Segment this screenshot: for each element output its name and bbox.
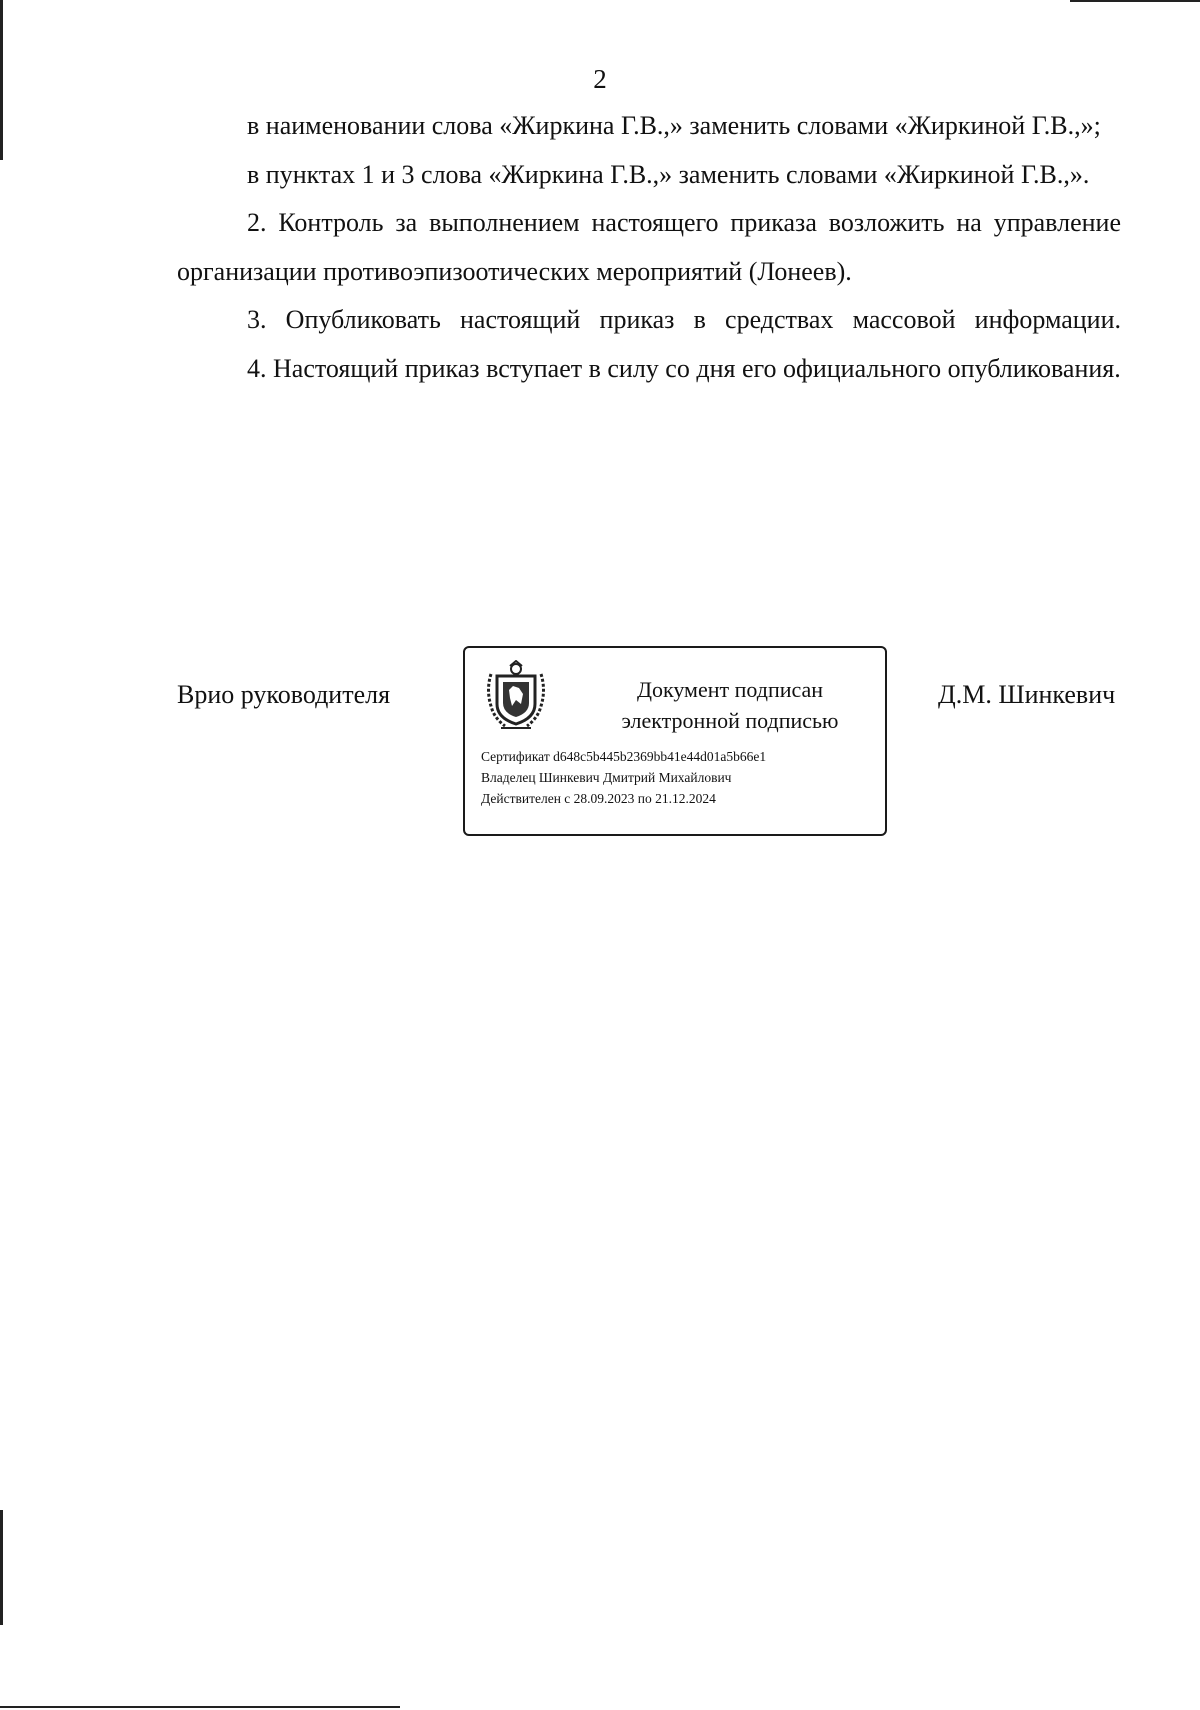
coat-of-arms-icon xyxy=(483,660,549,732)
paragraph-effective-date: 4. Настоящий приказ вступает в силу со дня его официального опубликования. xyxy=(247,353,1121,383)
electronic-signature-stamp xyxy=(463,646,887,836)
scan-edge-mark-corner xyxy=(1070,0,1200,2)
certificate-number: Сертификат d648c5b445b2369bb41e44d01a5b66e1 xyxy=(481,749,767,764)
certificate-owner: Владелец Шинкевич Дмитрий Михайлович xyxy=(481,770,732,785)
scan-edge-mark-footer xyxy=(0,1706,400,1708)
page-number: 2 xyxy=(593,64,607,94)
scan-edge-mark-bottom xyxy=(0,1510,3,1625)
stamp-details xyxy=(481,746,881,809)
certificate-validity: Действителен с 28.09.2023 по 21.12.2024 xyxy=(481,791,716,806)
signatory-position: Врио руководителя xyxy=(177,680,391,709)
document-body xyxy=(177,102,1121,393)
paragraph-points-change: в пунктах 1 и 3 слова «Жиркина Г.В.,» заменить словами «Жиркиной Г.В.,». xyxy=(247,159,1090,189)
stamp-heading-line2: электронной подписью xyxy=(621,708,839,733)
stamp-heading-line1: Документ подписан xyxy=(636,677,824,702)
signatory-name: Д.М. Шинкевич xyxy=(938,680,1116,709)
paragraph-name-change: в наименовании слова «Жиркина Г.В.,» заменить словами «Жиркиной Г.В.,»; xyxy=(247,111,1101,140)
stamp-heading xyxy=(585,674,875,736)
paragraph-control: 2. Контроль за выполнением настоящего приказа возложить на управление организации противоэпизоотических мероприятий (Лонеев). xyxy=(177,208,1121,286)
paragraph-publish: 3. Опубликовать настоящий приказ в средствах массовой информации. xyxy=(247,305,1121,334)
